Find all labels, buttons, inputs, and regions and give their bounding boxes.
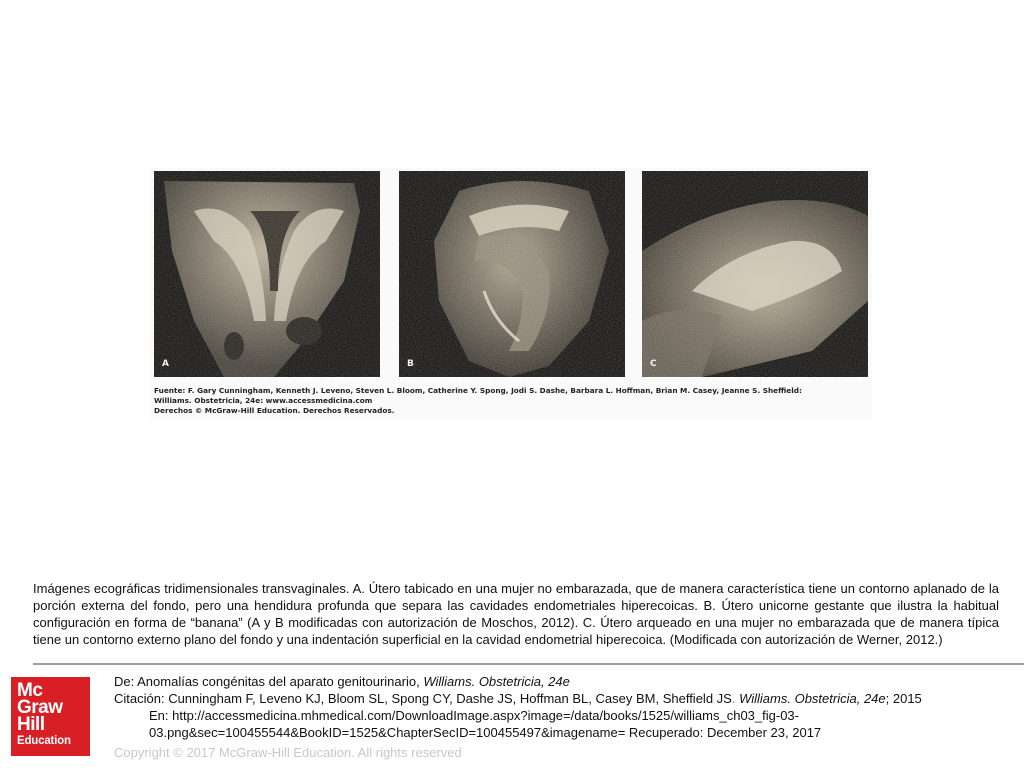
footer-divider [33, 663, 1024, 665]
ultrasound-image-c [642, 171, 868, 377]
chapter-title: Anomalías congénitas del aparato genitourinario, [134, 674, 424, 689]
figure-source [154, 386, 866, 416]
ultrasound-panel-c [642, 171, 868, 377]
figure-source-line-1: Fuente: F. Gary Cunningham, Kenneth J. Leveno, Steven L. Bloom, Catherine Y. Spong, Jodi S. Dashe, Barbara L. Hoffman, Brian M. Casey, Jeanne S. Sheffield: [154, 386, 802, 395]
citation-book: Williams. Obstetricia, 24e [739, 691, 886, 706]
logo-line-2: Graw [17, 697, 63, 718]
ultrasound-figure [150, 168, 872, 420]
citation-line [114, 690, 1014, 707]
mcgraw-hill-logo [11, 677, 90, 756]
figure-source-line-3: Derechos © McGraw-Hill Education. Derechos Reservados. [154, 406, 395, 415]
citation-authors: Cunningham F, Leveno KJ, Bloom SL, Spong CY, Dashe JS, Hoffman BL, Casey BM, Sheffield JS [164, 691, 732, 706]
ultrasound-panel-b [399, 171, 625, 377]
citation-block [114, 673, 1014, 741]
logo-line-4: Education [17, 735, 71, 747]
ultrasound-image-a [154, 171, 380, 377]
figure-source-line-2: Williams. Obstetricia, 24e: www.accessmedicina.com [154, 396, 373, 405]
logo-line-3: Hill [17, 714, 45, 735]
panel-label-a: A [162, 359, 169, 369]
citation-dot: . [731, 691, 736, 706]
panel-label-b: B [407, 359, 414, 369]
citation-year: ; 2015 [885, 691, 922, 706]
ultrasound-panel-a [154, 171, 380, 377]
copyright-notice: Copyright © 2017 McGraw-Hill Education. All rights reserved [114, 745, 462, 760]
logo-line-1: Mc [17, 680, 43, 701]
citation-url-line-1[interactable]: En: http://accessmedicina.mhmedical.com/DownloadImage.aspx?image=/data/books/1525/williams_ch03_fig-03- [149, 708, 799, 723]
citation-url-line-2[interactable]: 03.png&sec=100455544&BookID=1525&ChapterSecID=100455497&imagename= Recuperado: December 23, 2017 [149, 725, 822, 740]
figure-caption: Imágenes ecográficas tridimensionales transvaginales. A. Útero tabicado en una mujer no embarazada, que de manera característica tiene un contorno aplanado de la porción externa del fondo, pero una hendidura profunda que separa las cavidades endometriales hiperecoicas. B. Útero unicorne gestante que ilustra la habitual configuración en forma de “banana” (A y B modificadas con autorización de Moschos, 2012). C. Útero arqueado en una mujer no embarazada que de manera típica tiene un contorno externo plano del fondo y una indentación superficial en la cavidad endometrial hiperecoica. (Modificada con autorización de Werner, 2012.) [33, 581, 999, 647]
ultrasound-image-b [399, 171, 625, 377]
panel-label-c: C [650, 359, 657, 369]
citation-label: Citación: [114, 691, 165, 706]
book-title: Williams. Obstetricia, 24e [423, 674, 570, 689]
source-chapter-line [114, 673, 1014, 690]
de-label: De: [114, 674, 135, 689]
